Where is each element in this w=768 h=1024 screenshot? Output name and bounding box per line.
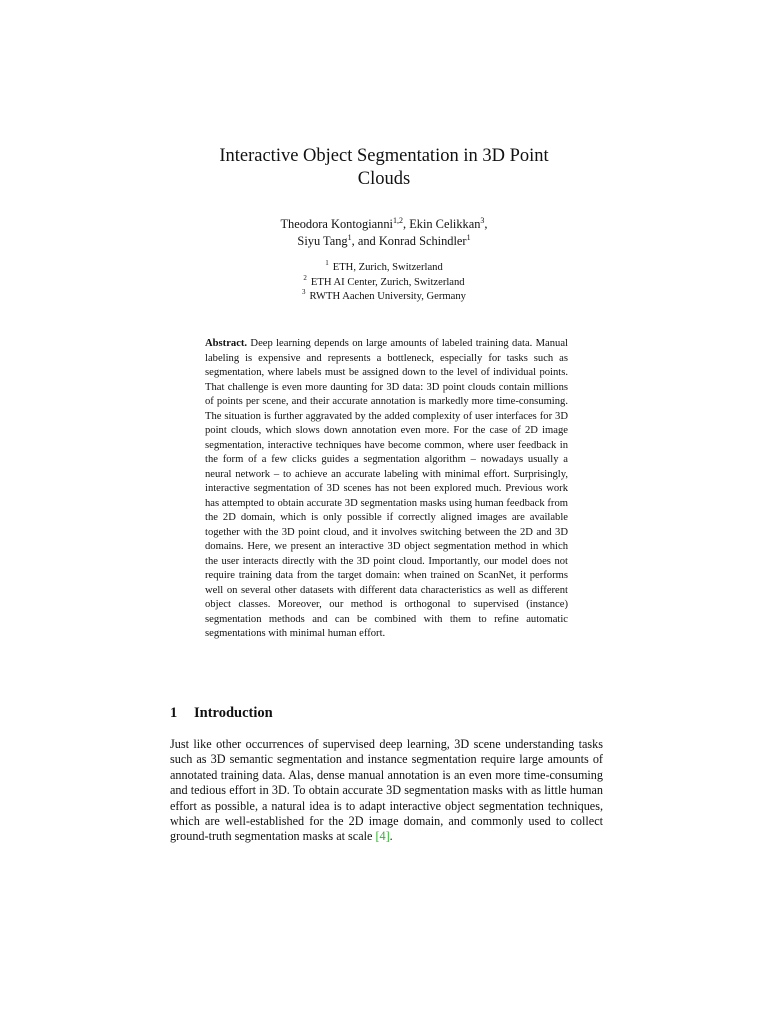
introduction-paragraph <box>170 737 603 845</box>
affiliation-text: ETH, Zurich, Switzerland <box>332 262 443 273</box>
section-number: 1 <box>170 705 178 721</box>
author-separator: , and <box>351 234 379 248</box>
affiliation-item <box>150 261 618 276</box>
section-heading <box>170 704 273 722</box>
section-title: Introduction <box>194 705 273 721</box>
author-separator: , <box>402 217 410 231</box>
affiliation-item <box>150 290 618 305</box>
author-separator: , <box>484 217 488 231</box>
affiliation-list <box>150 261 618 305</box>
intro-end: . <box>389 829 393 844</box>
author-affiliation-mark: 1,2 <box>392 215 403 225</box>
author-affiliation-mark: 1 <box>466 232 471 242</box>
author-affiliation-mark: 1 <box>347 232 352 242</box>
title-line-2: Clouds <box>357 169 411 189</box>
citation-link[interactable]: [4] <box>375 829 390 844</box>
affiliation-item <box>150 273 618 291</box>
title-line-1: Interactive Object Segmentation in 3D Point <box>219 146 549 166</box>
affiliation-number: 1 <box>325 259 329 268</box>
abstract-label: Abstract. <box>205 338 248 349</box>
author-name: Ekin Celikkan <box>409 217 481 231</box>
author-name: Konrad Schindler <box>378 234 467 248</box>
abstract-text: Deep learning depends on large amounts of labeled training data. Manual labeling is expensive and represents a bottleneck, especially for tasks such as segmentation, where labels must be assigned down to the level of individual points. That challenge is even more daunting for 3D data: 3D point clouds contain millions of points per scene, and their accurate annotation is markedly more time-consuming. The situation is further aggravated by the added complexity of user interfaces for 3D point clouds, which slows down annotation even more. For the case of 2D image segmentation, interactive techniques have become common, where user feedback in the form of a few clicks guides a segmentation algorithm – nowadays usually a neural network – to achieve an accurate labeling with minimal effort. Surprisingly, interactive segmentation of 3D scenes has not been explored much. Previous work has attempted to obtain accurate 3D segmentation masks using human feedback from the 2D domain, which is only possible if correctly aligned images are available together with the 3D point cloud, and it involves switching between the 2D and 3D domains. Here, we present an interactive 3D object segmentation method in which the user interacts directly with the 3D point cloud. Importantly, our model does not require training data from the target domain: when trained on ScanNet, it performs well on several other datasets with different data characteristics as well as different object classes. Moreover, our method is orthogonal to supervised (instance) segmentation methods and can be combined with them to refine automatic segmentations with minimal human effort. <box>205 338 569 639</box>
author-name: Siyu Tang <box>297 234 348 248</box>
paper-title <box>150 145 618 191</box>
author-name: Theodora Kontogianni <box>280 217 393 231</box>
author-list <box>150 216 618 250</box>
affiliation-text: ETH AI Center, Zurich, Switzerland <box>310 276 465 288</box>
affiliation-number: 3 <box>302 288 306 297</box>
affiliation-text: RWTH Aachen University, Germany <box>309 291 466 302</box>
author-affiliation-mark: 3 <box>480 215 485 225</box>
abstract <box>205 337 568 642</box>
affiliation-number: 2 <box>303 273 307 282</box>
intro-text: Just like other occurrences of supervised deep learning, 3D scene understanding tasks such as 3D semantic segmentation and instance segmentation require large amounts of annotated training data. Alas, dense manual annotation is an even more time-consuming and tedious effort in 3D. To obtain accurate 3D segmentation masks with as little human effort as possible, a natural idea is to adapt interactive object segmentation techniques, which are well-established for the 2D image domain, and commonly used to collect ground-truth segmentation masks at scale <box>170 737 603 844</box>
